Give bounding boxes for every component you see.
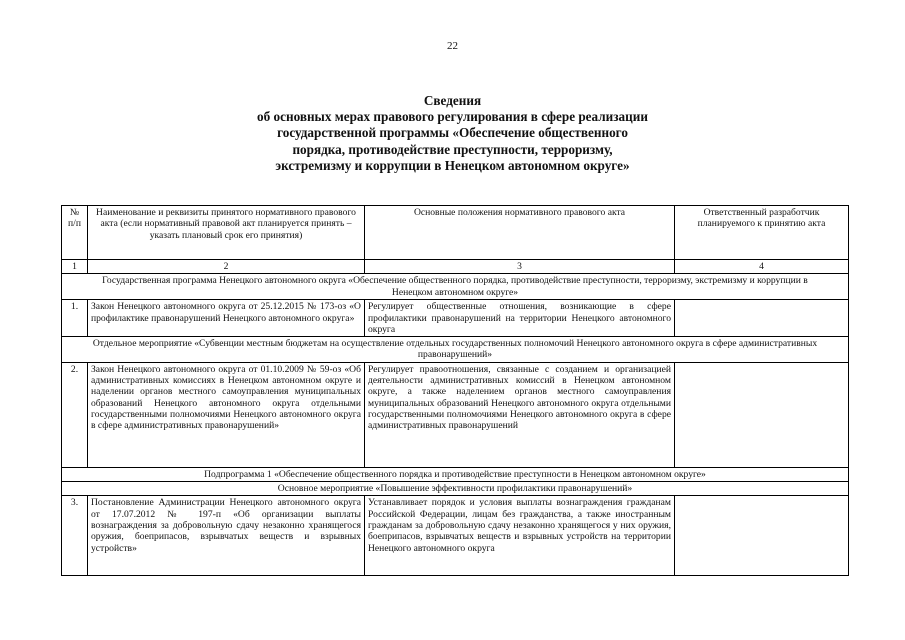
row-number: 2. [62,362,88,467]
header-act-name: Наименование и реквизиты принятого нормативного правового акта (если нормативный правовой акт планируется принять – указать плановый срок его принятия) [88,206,365,260]
section-row-program [62,274,849,300]
section-main-event-title: Основное мероприятие «Повышение эффективности профилактики правонарушений» [62,482,849,496]
section-program-title: Государственная программа Ненецкого автономного округа «Обеспечение общественного порядка, противодействие преступности, терроризму, экстремизму и коррупции в Ненецком автономном округе» [62,274,849,300]
column-index: 1 [62,260,88,274]
header-number: № п/п [62,206,88,260]
section-row-separate-event [62,337,849,363]
table-header-row [62,206,849,260]
section-row-subprogram [62,467,849,481]
row-act-name: Закон Ненецкого автономного округа от 25.12.2015 № 173-оз «О профилактике правонарушений Ненецкого автономного округа» [88,300,365,337]
row-number: 1. [62,300,88,337]
header-provisions: Основные положения нормативного правового акта [365,206,675,260]
column-index: 3 [365,260,675,274]
title-line-4: порядка, противодействие преступности, терроризму, [292,141,613,157]
document-title [180,93,725,174]
title-line-5: экстремизму и коррупции в Ненецком автономном округе» [275,157,630,173]
header-developer: Ответственный разработчик планируемого к принятию акта [675,206,849,260]
row-number: 3. [62,496,88,576]
measures-table [61,205,849,576]
title-line-1: Сведения [423,93,482,108]
row-provisions: Регулирует общественные отношения, возникающие в сфере профилактики правонарушений на территории Ненецкого автономного округа [365,300,675,337]
table-row [62,300,849,337]
row-provisions: Устанавливает порядок и условия выплаты вознаграждения гражданам Российской Федерации, лицам без гражданства, а также иностранным гражданам за добровольную сдачу незаконно хранящегося у них оружия, боеприпасов, взрывчатых веществ и взрывных устройств на территории Ненецкого автономного округа [365,496,675,576]
table-row [62,362,849,467]
row-act-name: Закон Ненецкого автономного округа от 01.10.2009 № 59-оз «Об административных комиссиях в Ненецком автономном округе и наделении органов местного самоуправления муниципальных образований Ненецкого автономного округа отдельными государственными полномочиями Ненецкого автономного округа в сфере административных правонарушений» [88,362,365,467]
row-developer [675,496,849,576]
row-provisions: Регулирует правоотношения, связанные с созданием и организацией деятельности административных комиссий в Ненецком автономном округе, а также наделением органов местного самоуправления муниципальных образований Ненецкого автономного округа отдельными государственными полномочиями Ненецкого автономного округа в сфере административных правонарушений [365,362,675,467]
row-act-name: Постановление Администрации Ненецкого автономного округа от 17.07.2012 № 197-п «Об организации выплаты вознаграждения за добровольную сдачу незаконно хранящегося оружия, боеприпасов, взрывчатых веществ и взрывных устройств» [88,496,365,576]
row-developer [675,362,849,467]
page-number: 22 [447,40,458,52]
table-row [62,496,849,576]
section-row-main-event [62,482,849,496]
column-index: 4 [675,260,849,274]
section-separate-title: Отдельное мероприятие «Субвенции местным бюджетам на осуществление отдельных государственных полномочий Ненецкого автономного округа в сфере административных правонарушений» [62,337,849,363]
title-line-3: государственной программы «Обеспечение общественного [277,125,628,141]
column-index: 2 [88,260,365,274]
section-subprogram-title: Подпрограмма 1 «Обеспечение общественного порядка и противодействие преступности в Ненецком автономном округе» [62,467,849,481]
column-index-row [62,260,849,274]
row-developer [675,300,849,337]
title-line-2: об основных мерах правового регулирования в сфере реализации [257,109,648,125]
